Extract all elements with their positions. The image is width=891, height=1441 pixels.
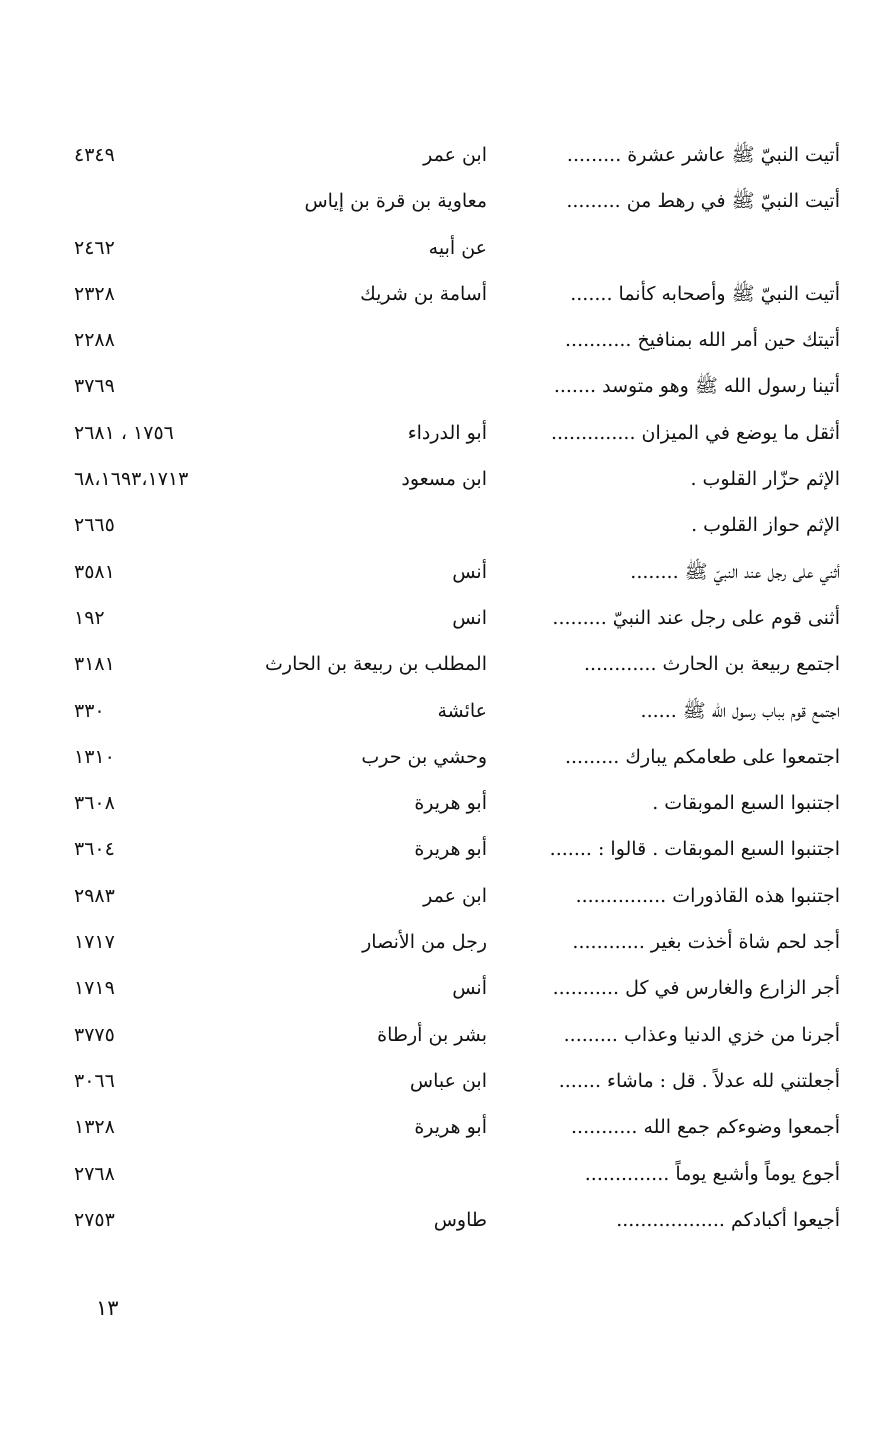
index-entry-row [70, 689, 842, 735]
hadith-phrase: أجوع يوماً وأشبع يوماً .............. [584, 1162, 840, 1185]
index-entry-row [70, 966, 842, 1012]
hadith-number: ١٧١٧ [74, 931, 115, 954]
index-entry-row [70, 364, 842, 410]
hadith-phrase: اجتمع قوم بباب رسول الله ﷺ ...... [640, 699, 840, 722]
hadith-phrase: أتيت النبيّ ﷺ في رهط من ......... [566, 190, 840, 213]
index-entry-row [70, 642, 842, 688]
index-entry-row [70, 781, 842, 827]
hadith-phrase: الإثم حواز القلوب . [691, 514, 840, 537]
hadith-phrase: أجمعوا وضوءكم جمع الله ........... [571, 1116, 840, 1139]
narrator-name: عائشة [437, 699, 487, 722]
hadith-phrase: اجتمع ربيعة بن الحارث ............ [584, 653, 840, 676]
narrator-name: ابن عباس [409, 1069, 487, 1092]
hadith-number: ٢٢٨٨ [74, 329, 115, 352]
hadith-number: ١٧٥٦ ، ٢٦٨١ [74, 421, 174, 444]
hadith-phrase: اجتمعوا على طعامكم يبارك ......... [564, 745, 840, 768]
narrator-name: معاوية بن قرة بن إياس [304, 190, 487, 213]
narrator-name: ابن عمر [423, 144, 487, 166]
index-entry-row [70, 272, 842, 318]
hadith-phrase: أجعلتني لله عدلاً . قل : ماشاء ....... [558, 1069, 840, 1092]
index-entry-row [70, 1059, 842, 1105]
narrator-name: بشر بن أرطاة [377, 1023, 487, 1046]
index-entry-row [70, 735, 842, 781]
hadith-phrase: أتيت النبيّ ﷺ عاشر عشرة ......... [566, 144, 840, 166]
narrator-name: أبو هريرة [414, 838, 487, 861]
hadith-phrase: أثنى قوم على رجل عند النبيّ ......... [552, 606, 840, 629]
index-entry-row [70, 596, 842, 642]
hadith-phrase: أثني على رجل عند النبيّ ﷺ ........ [630, 560, 840, 583]
hadith-number: ٣٥٨١ [74, 560, 115, 583]
index-entry-row [70, 1013, 842, 1059]
narrator-name: أبو الدرداء [407, 421, 487, 444]
narrator-name: طاوس [433, 1208, 487, 1231]
index-entry-row [70, 503, 842, 549]
hadith-phrase: أتينا رسول الله ﷺ وهو متوسد ....... [553, 375, 840, 398]
hadith-phrase: أتيت النبيّ ﷺ وأصحابه كأنما ....... [570, 282, 840, 305]
hadith-phrase: اجتنبوا السبع الموبقات . قالوا : ....... [549, 838, 840, 861]
index-entry-row [70, 179, 842, 225]
narrator-name: عن أبيه [428, 236, 487, 259]
hadith-phrase: أتيتك حين أمر الله بمنافيخ ........... [565, 329, 840, 352]
narrator-name: أبو هريرة [414, 792, 487, 815]
hadith-phrase: أجد لحم شاة أخذت بغير ............ [572, 931, 840, 954]
index-entry-row [70, 827, 842, 873]
index-entry-row [70, 1198, 842, 1244]
hadith-phrase: أجر الزارع والغارس في كل ........... [552, 977, 840, 1000]
hadith-number: ٢٣٢٨ [74, 282, 115, 305]
hadith-phrase: اجتنبوا هذه القاذورات ............... [575, 884, 840, 907]
index-entry-row [70, 1105, 842, 1151]
hadith-index-table [70, 133, 842, 1244]
narrator-name: أنس [452, 560, 487, 583]
narrator-name: المطلب بن ربيعة بن الحارث [265, 653, 487, 676]
hadith-number: ٤٣٤٩ [74, 144, 115, 166]
hadith-number: ٣٦٠٨ [74, 792, 115, 815]
hadith-number: ٣٧٧٥ [74, 1023, 115, 1046]
narrator-name: ابن مسعود [401, 468, 487, 491]
hadith-number: ٢٤٦٢ [74, 236, 115, 259]
hadith-number: ٣٣٠ [74, 699, 105, 722]
index-entry-row [70, 874, 842, 920]
index-entry-row [70, 411, 842, 457]
narrator-name: أسامة بن شريك [360, 282, 487, 305]
hadith-number: ٢٦٦٥ [74, 514, 115, 537]
hadith-phrase: اجتنبوا السبع الموبقات . [652, 792, 840, 815]
hadith-number: ٣٦٠٤ [74, 838, 115, 861]
page-number: ١٣ [96, 1296, 119, 1320]
hadith-number: ١٩٢ [74, 606, 105, 629]
hadith-number: ٣٠٦٦ [74, 1069, 115, 1092]
narrator-name: أبو هريرة [414, 1116, 487, 1139]
narrator-name: انس [452, 606, 487, 629]
hadith-phrase: أجيعوا أكبادكم .................. [616, 1208, 840, 1231]
hadith-phrase: أجرنا من خزي الدنيا وعذاب ......... [563, 1023, 840, 1046]
index-entry-row [70, 133, 842, 179]
hadith-number: ١٧١٩ [74, 977, 115, 1000]
narrator-name: أنس [452, 977, 487, 1000]
hadith-number: ٢٧٥٣ [74, 1208, 115, 1231]
hadith-phrase: الإثم حزّار القلوب . [690, 468, 840, 491]
index-entry-row [70, 318, 842, 364]
hadith-number: ١٣٢٨ [74, 1116, 115, 1139]
index-entry-row [70, 457, 842, 503]
hadith-number: ٢٧٦٨ [74, 1162, 115, 1185]
hadith-number: ٣١٨١ [74, 653, 115, 676]
hadith-number: ٦٨،١٦٩٣،١٧١٣ [74, 468, 189, 491]
index-entry-row [70, 550, 842, 596]
index-entry-row [70, 1152, 842, 1198]
index-entry-row [70, 226, 842, 272]
index-entry-row [70, 920, 842, 966]
hadith-number: ٢٩٨٣ [74, 884, 115, 907]
narrator-name: رجل من الأنصار [362, 931, 487, 954]
hadith-number: ١٣١٠ [74, 745, 115, 768]
hadith-phrase: أثقل ما يوضع في الميزان .............. [550, 421, 840, 444]
narrator-name: وحشي بن حرب [361, 745, 487, 768]
narrator-name: ابن عمر [423, 884, 487, 907]
hadith-number: ٣٧٦٩ [74, 375, 115, 398]
